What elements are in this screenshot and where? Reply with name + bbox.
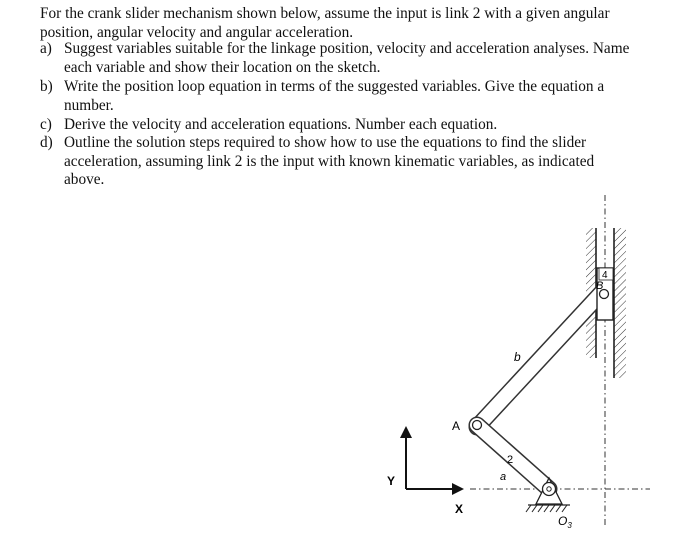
pivot-label-main: O [558,514,568,528]
question-b-label: b) [40,78,53,95]
question-a-text: Suggest variables suitable for the linkage position, velocity and acceleration analyses. Name each variable and show their location on the sketch. [64,40,630,76]
joint-a-label: A [452,419,461,433]
question-d-label: d) [40,134,53,151]
link-2-label: 2 [507,454,514,466]
problem-intro: For the crank slider mechanism shown below, assume the input is link 2 with a given angular position, angular velocity and angular acceleration. [40,5,610,41]
link-b [477,290,604,427]
axis-y-label: Y [387,474,396,488]
ground-wall-right [614,228,626,378]
question-d-text: Outline the solution steps required to show how to use the equations to find the slider acceleration, assuming link 2 is the input with known kinematic variables, as indicated above. [64,134,595,188]
link-4-label: 4 [602,270,608,281]
joint-b-label: B [596,280,604,292]
question-c-text: Derive the velocity and acceleration equations. Number each equation. [64,116,498,133]
question-c-label: c) [40,116,52,133]
joint-a [473,421,482,430]
link-a-label: a [500,471,507,483]
axis-x-label: X [455,502,464,516]
coordinate-axes [400,426,464,495]
question-a-label: a) [40,40,52,57]
link-b-label: b [514,350,521,364]
pivot-label-subscript: 3 [567,521,572,530]
pivot-label [558,514,572,530]
question-b-text: Write the position loop equation in terms of the suggested variables. Give the equation a number. [64,78,605,114]
